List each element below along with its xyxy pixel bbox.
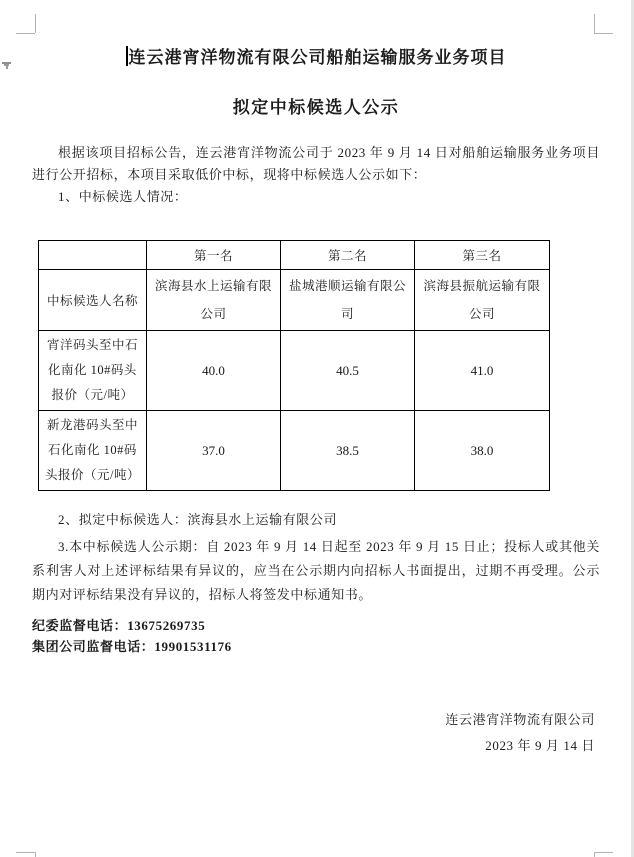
price-1-candidate-2: 40.5 [281,331,415,411]
signature-date: 2023 年 9 月 14 日 [485,738,595,753]
candidate-2-name: 盐城港顺运输有限公司 [281,270,415,331]
table-header-rank-3: 第三名 [415,241,550,270]
discipline-phone-line: 纪委监督电话：13675269735 [32,618,206,633]
intro-paragraph: 根据该项目招标公告，连云港宵洋物流公司于 2023 年 9 月 14 日对船舶运输服务业务项目进行公开招标，本项目采取低价中标，现将中标候选人公示如下： [32,145,600,182]
price-row-1-label: 宵洋码头至中石化南化 10#码头报价（元/吨） [39,331,147,411]
table-row-price-2 [39,411,550,491]
table-row-candidate-names [39,270,550,331]
table-row-price-1 [39,331,550,411]
document-title-text: 连云港宵洋物流有限公司船舶运输服务业务项目 [128,48,507,67]
group-phone-line: 集团公司监督电话：19901531176 [32,639,232,654]
row-header-candidate-name: 中标候选人名称 [39,270,147,331]
crop-mark-bottom-right-icon [594,852,613,853]
price-row-2-label: 新龙港码头至中石化南化 10#码头报价（元/吨） [39,411,147,491]
candidate-3-name: 滨海县振航运输有限公司 [415,270,550,331]
crop-mark-bottom-left-icon [35,852,36,857]
price-2-candidate-2: 38.5 [281,411,415,491]
document-title [32,46,600,70]
table-header-rank-2: 第二名 [281,241,415,270]
signature-block [32,707,600,759]
table-header-rank-1: 第一名 [147,241,281,270]
document-subtitle: 拟定中标候选人公示 [232,98,400,117]
candidate-1-name: 滨海县水上运输有限公司 [147,270,281,331]
price-1-candidate-3: 41.0 [415,331,550,411]
table-header-row [39,241,550,270]
section3-text: 3.本中标候选人公示期：自 2023 年 9 月 14 日起至 2023 年 9 月 15 日止；投标人或其他关系利害人对上述评标结果有异议的，应当在公示期内向招标人书面提出，过期不再受理。公示期内对评标结果没有异议的，招标人将签发中标通知书。 [32,539,600,602]
table-corner-cell [39,241,147,270]
section1-heading: 1、中标候选人情况： [58,189,188,204]
crop-mark-bottom-right-icon [594,852,595,857]
signature-company: 连云港宵洋物流有限公司 [445,712,595,727]
supervision-phones [32,615,600,657]
text-cursor-caret [126,46,128,66]
price-2-candidate-1: 37.0 [147,411,281,491]
price-1-candidate-1: 40.0 [147,331,281,411]
crop-mark-bottom-left-icon [16,852,35,853]
candidates-table [38,240,550,491]
price-2-candidate-3: 38.0 [415,411,550,491]
section2-text: 2、拟定中标候选人：滨海县水上运输有限公司 [58,512,338,527]
